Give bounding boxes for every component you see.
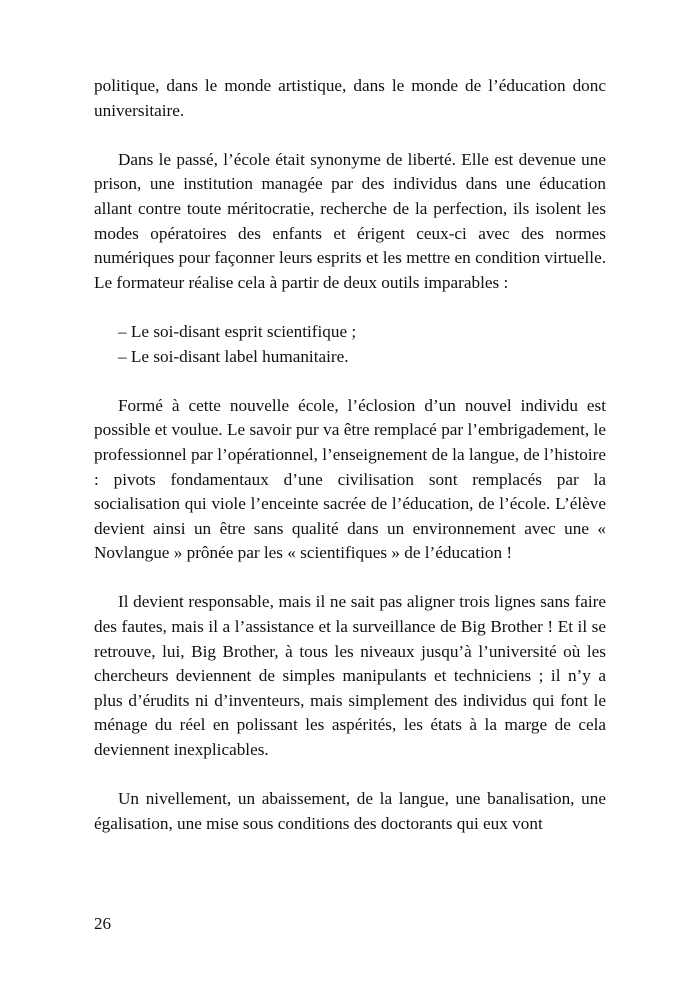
- body-text: [94, 74, 606, 836]
- paragraph-school-prison: Dans le passé, l’école était synonyme de liberté. Elle est devenue une prison, une institution managée par des individus dans une éducation allant contre toute méritocratie, recherche de la perfection, ils isolent les modes opératoires des enfants et érigent ceux-ci avec des normes numériques pour façonner leurs esprits et les mettre en condition virtuelle. Le formateur réalise cela à partir de deux outils imparables :: [94, 149, 606, 292]
- paragraph-big-brother: Il devient responsable, mais il ne sait pas aligner trois lignes sans faire des fautes, mais il a l’assistance et la surveillance de Big Brother ! Et il se retrouve, lui, Big Brother, à tous les niveaux jusqu’à l’université où les chercheurs deviennent de simples manipulants et techniciens ; il n’y a plus d’érudits ni d’inventeurs, mais simplement des individus qui font le ménage du réel en polissant les aspérités, les états à la marge de cela deviennent inexplicables.: [94, 592, 606, 760]
- paragraph-continuation: politique, dans le monde artistique, dans le monde de l’éducation donc universitaire.: [94, 76, 606, 120]
- tool-list: [94, 320, 606, 369]
- page-number: 26: [94, 914, 111, 933]
- list-item-scientific-spirit: – Le soi-disant esprit scientifique ;: [118, 321, 357, 341]
- list-item-humanitarian-label: – Le soi-disant label humanitaire.: [118, 346, 349, 366]
- paragraph-new-school: Formé à cette nouvelle école, l’éclosion d’un nouvel individu est possible et voulue. Le savoir pur va être remplacé par l’embrigadement, le professionnel par l’opérationnel, l’enseignement de la langue, de l’histoire : pivots fondamentaux d’une civilisation sont remplacés par la socialisation qui viole l’enceinte sacrée de l’éducation, de l’école. L’élève devient ainsi un être sans qualité dans un environnement avec une « Novlangue » prônée par les « scientifiques » de l’éducation !: [94, 395, 606, 563]
- paragraph-levelling: Un nivellement, un abaissement, de la langue, une banalisation, une égalisation, une mise sous conditions des doctorants qui eux vont: [94, 789, 606, 833]
